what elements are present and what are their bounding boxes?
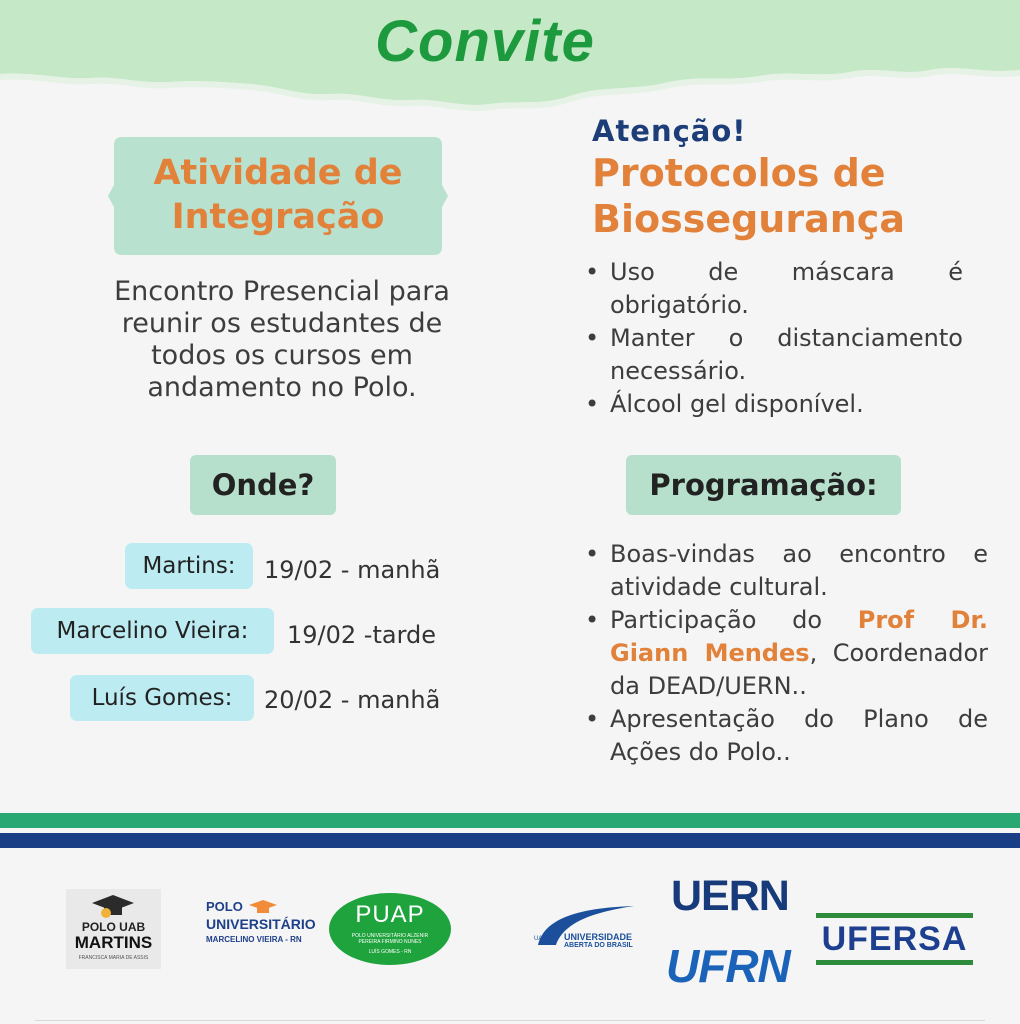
puap-location: LUÍS GOMES - RN — [368, 949, 412, 955]
footer-divider — [35, 1020, 985, 1021]
protocols-heading-line1: Protocolos de — [592, 151, 886, 195]
program-item — [583, 703, 988, 769]
page-title: Convite — [375, 9, 595, 74]
ufersa-name: UFERSA — [821, 920, 968, 958]
ufersa-bar-top — [816, 913, 973, 918]
uab-line1: UNIVERSIDADE — [564, 932, 633, 942]
location-marcelino-vieira: Marcelino Vieira: — [31, 608, 274, 654]
date-marcelino-vieira: 19/02 -tarde — [287, 621, 437, 649]
location-luis-gomes: Luís Gomes: — [70, 675, 254, 721]
program-item-prefix: Participação do — [610, 606, 858, 634]
logo-text-line3: FRANCISCA MARIA DE ASSIS — [78, 955, 149, 961]
logo-text-line1: POLO UAB — [81, 920, 146, 934]
ufersa-bar-bottom — [816, 960, 973, 965]
graduation-cap-icon — [66, 891, 161, 921]
where-heading: Onde? — [190, 455, 336, 515]
activity-title-line1: Atividade de — [153, 153, 403, 193]
protocols-heading-line2: Biossegurança — [592, 197, 905, 241]
protocol-item: • Álcool gel disponível. — [583, 388, 963, 421]
puap-name: PUAP — [355, 901, 425, 928]
protocols-heading — [592, 150, 905, 242]
uab-abbr: UAB — [534, 936, 547, 942]
protocols-list — [583, 256, 963, 421]
polo-uab-martins-logo — [66, 889, 161, 969]
attention-heading: Atenção! — [592, 114, 747, 148]
logo-text-line3: MARCELINO VIEIRA - RN — [206, 935, 302, 944]
date-luis-gomes: 20/02 - manhã — [264, 686, 441, 714]
puap-logo — [329, 893, 451, 965]
ufrn-logo: UFRN — [666, 940, 790, 992]
protocol-item: • Uso de máscara é obrigatório. — [583, 256, 963, 322]
logo-text-line2: UNIVERSITÁRIO — [206, 916, 316, 932]
activity-badge — [108, 137, 448, 255]
graduation-cap-icon — [248, 899, 278, 915]
activity-description: Encontro Presencial para reunir os estudantes de todos os cursos em andamento no Polo. — [114, 276, 450, 403]
polo-marcelino-vieira-logo — [206, 899, 316, 959]
activity-title-line2: Integração — [171, 197, 385, 237]
logo-text-line2: MARTINS — [74, 933, 153, 952]
speaker-name: Prof Dr. Giann Mendes — [610, 606, 988, 667]
ufersa-logo — [816, 913, 973, 965]
uab-logo — [534, 900, 659, 955]
divider-stripe-green — [0, 813, 1020, 828]
program-list — [583, 538, 988, 769]
program-item-text: Boas-vindas ao encontro e atividade cultural. — [610, 540, 988, 601]
uern-logo: UERN — [671, 872, 789, 920]
puap-subtitle: POLO UNIVERSITÁRIO ALZENIR PEREIRA FIRMINO NUNES — [351, 933, 429, 945]
program-item-text: Apresentação do Plano de Ações do Polo.. — [610, 705, 988, 766]
program-item — [583, 538, 988, 604]
date-martins: 19/02 - manhã — [264, 556, 441, 584]
uab-line2: ABERTA DO BRASIL — [564, 942, 633, 949]
protocol-item: • Manter o distanciamento necessário. — [583, 322, 963, 388]
divider-stripe-blue — [0, 833, 1020, 848]
program-item-suffix: , Coordenador da DEAD/UERN.. — [610, 639, 989, 700]
logo-text-line1: POLO — [206, 899, 243, 914]
location-martins: Martins: — [125, 543, 253, 589]
program-heading: Programação: — [626, 455, 901, 515]
program-item — [583, 604, 988, 703]
